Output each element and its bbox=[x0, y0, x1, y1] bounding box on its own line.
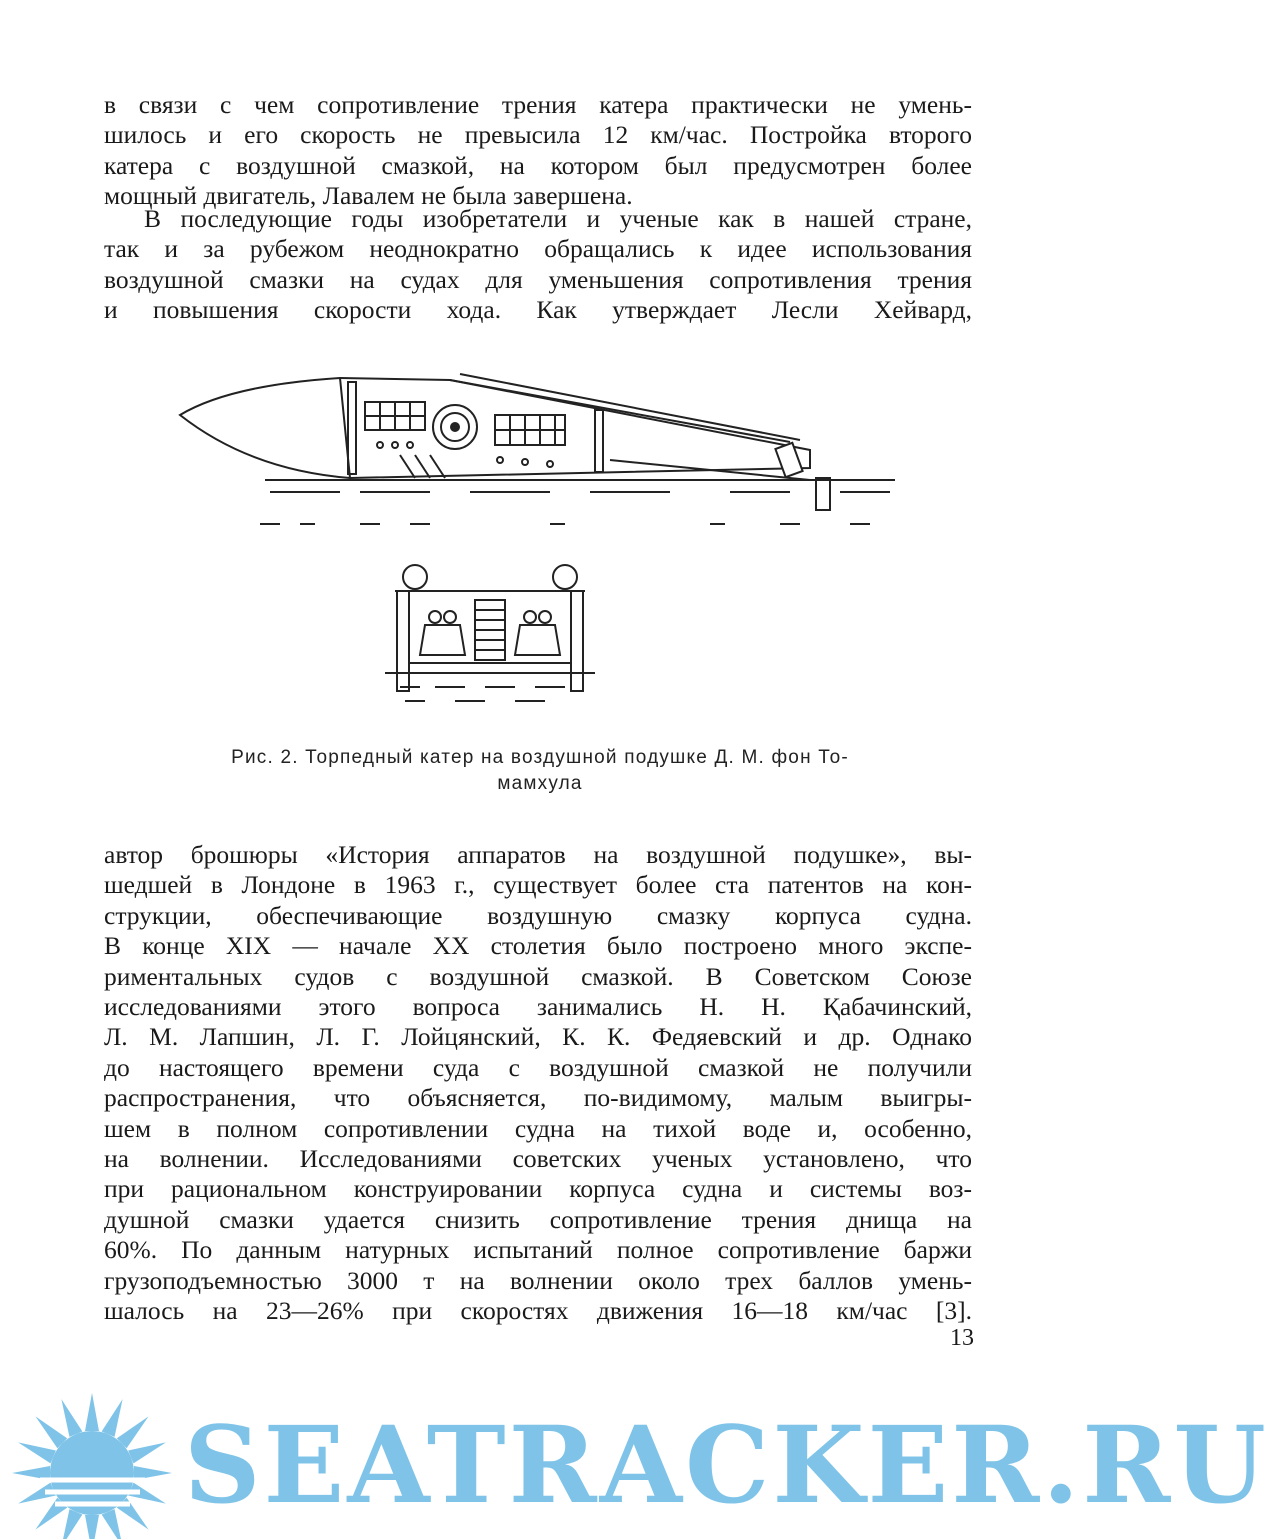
text-line: Л. М. Лапшин, Л. Г. Лойцянский, К. К. Федяевский и др. Однако bbox=[104, 1022, 972, 1052]
text-line: шем в полном сопротивлении судна на тихой воде и, особенно, bbox=[104, 1113, 972, 1143]
text-line: грузоподъемностью 3000 т на волнении около трех баллов умень- bbox=[104, 1265, 972, 1295]
paragraph-3 bbox=[104, 840, 972, 1327]
text-line: риментальных судов с воздушной смазкой. В Советском Союзе bbox=[104, 961, 972, 991]
text-line: струкции, обеспечивающие воздушную смазку корпуса судна. bbox=[104, 900, 972, 930]
figure-caption bbox=[160, 745, 920, 797]
text-line: шилось и его скорость не превысила 12 км/час. Постройка второго bbox=[104, 120, 972, 150]
text-line: мощный двигатель, Лавалем не была завершена. bbox=[104, 181, 633, 211]
text-line: шалось на 23—26% при скоростях движения 16—18 км/час [3]. bbox=[104, 1296, 972, 1326]
text-line: и повышения скорости хода. Как утверждает Лесли Хейвард, bbox=[104, 295, 972, 325]
text-line: до настоящего времени суда с воздушной смазкой не получили bbox=[104, 1052, 972, 1082]
text-line: на волнении. Исследованиями советских ученых установлено, что bbox=[104, 1144, 972, 1174]
text-line: душной смазки удается снизить сопротивление трения днища на bbox=[104, 1204, 972, 1234]
text-line: исследованиями этого вопроса занимались Н. Н. Қабачинский, bbox=[104, 992, 972, 1022]
text-line: автор брошюры «История аппаратов на воздушной подушке», вы- bbox=[104, 840, 972, 869]
text-line: В последующие годы изобретатели и ученые как в нашей стране, bbox=[144, 204, 972, 233]
page-number: 13 bbox=[950, 1325, 974, 1351]
text-line: 60%. По данным натурных испытаний полное сопротивление баржи bbox=[104, 1235, 972, 1265]
text-line: распространения, что объясняется, по-видимому, малым выигры- bbox=[104, 1083, 972, 1113]
watermark-text: SEATRACKER.RU bbox=[184, 1402, 1269, 1527]
figure-cross-section bbox=[385, 555, 595, 725]
text-line: в связи с чем сопротивление трения катера практически не умень- bbox=[104, 90, 972, 119]
text-line: воздушной смазки на судах для уменьшения сопротивления трения bbox=[104, 264, 972, 294]
text-line: при рациональном конструировании корпуса судна и системы воз- bbox=[104, 1174, 972, 1204]
caption-line-1: Рис. 2. Торпедный катер на воздушной подушке Д. М. фон То- bbox=[231, 747, 849, 768]
caption-line-2: мамхула bbox=[497, 773, 583, 794]
text-line: шедшей в Лондоне в 1963 г., существует более ста патентов на кон- bbox=[104, 870, 972, 900]
text-line: катера с воздушной смазкой, на котором был предусмотрен более bbox=[104, 150, 972, 180]
figure-side-view bbox=[170, 370, 900, 535]
paragraph-2 bbox=[104, 204, 972, 326]
text-line: так и за рубежом неоднократно обращались к идее использования bbox=[104, 234, 972, 264]
paragraph-1 bbox=[104, 90, 972, 212]
text-line: В конце XIX — начале XX столетия было построено много экспе- bbox=[104, 931, 972, 961]
